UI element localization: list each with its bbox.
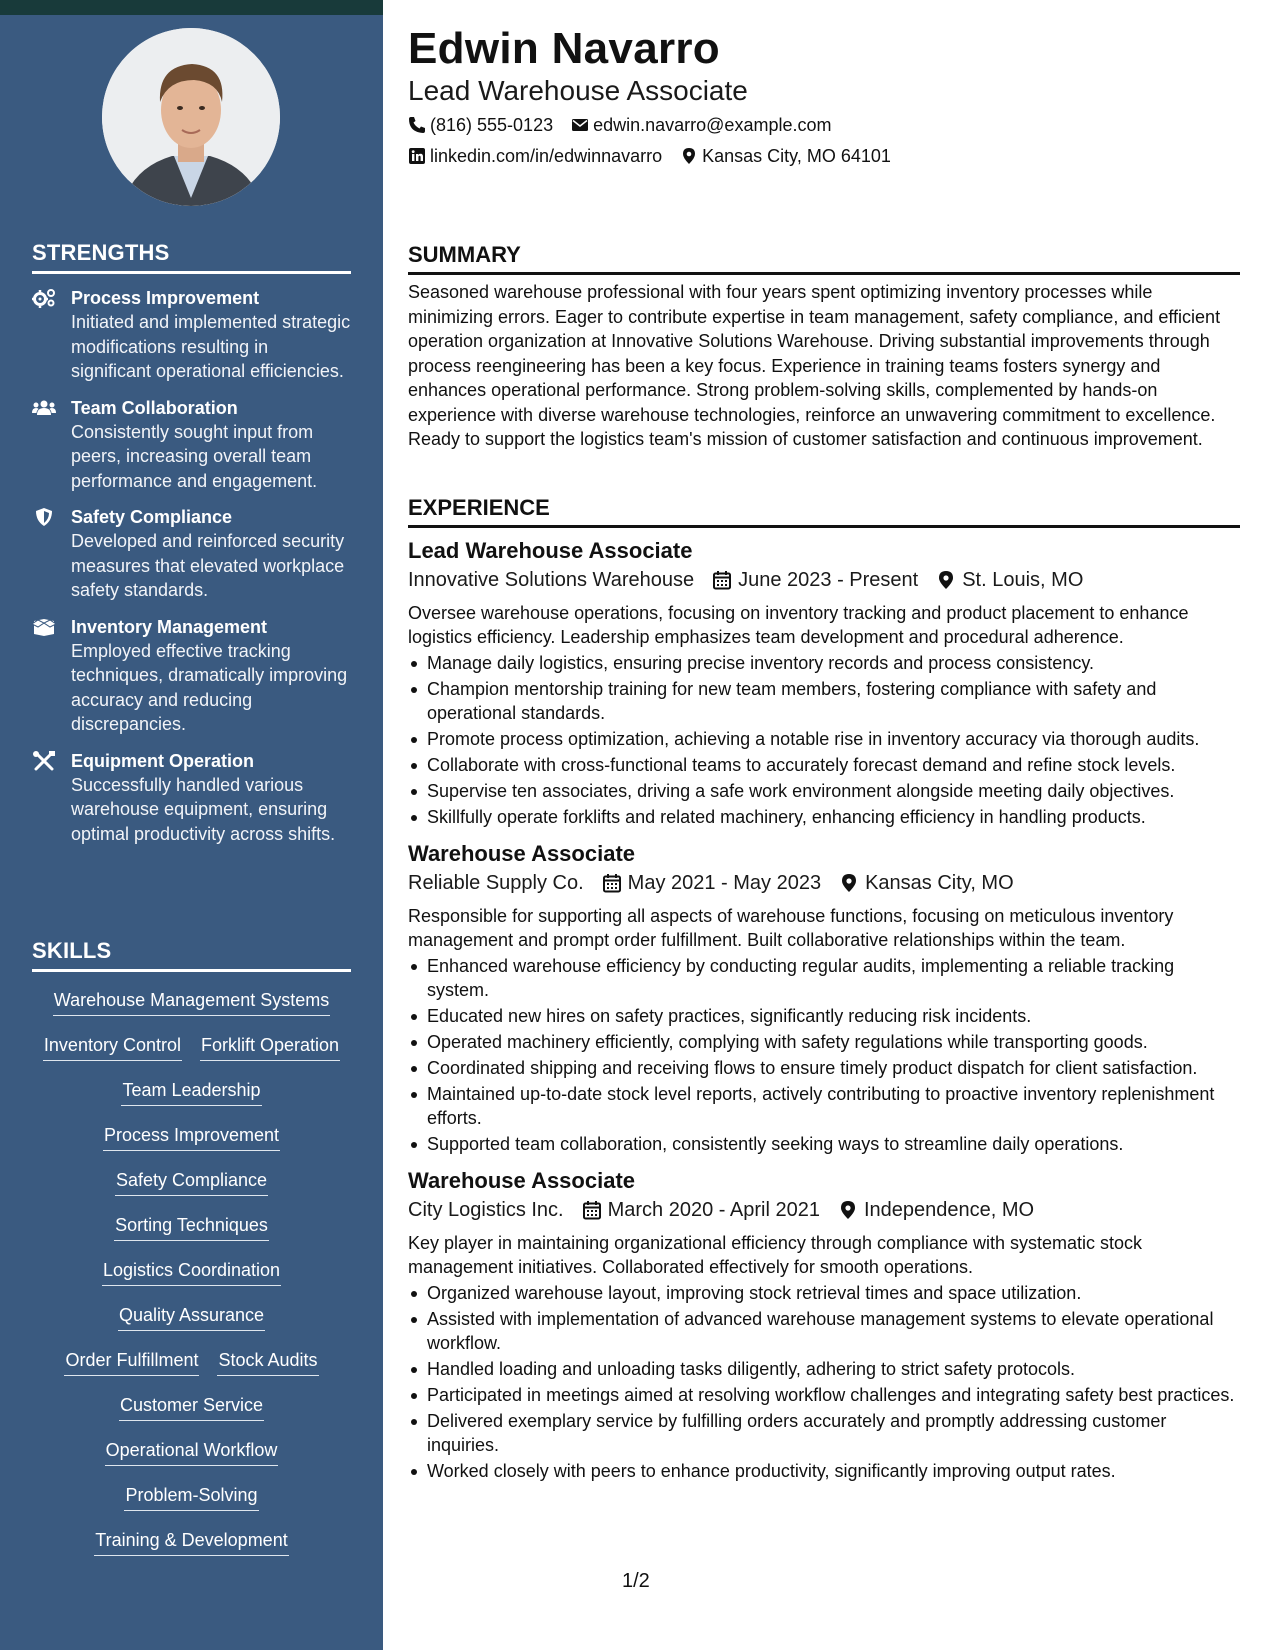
map-pin-icon bbox=[838, 1200, 858, 1220]
strength-title: Safety Compliance bbox=[71, 507, 233, 527]
envelope-icon bbox=[571, 116, 589, 134]
job-company: Reliable Supply Co. bbox=[408, 872, 584, 894]
list-item: Organized warehouse layout, improving stock retrieval times and space utilization. bbox=[408, 1281, 1240, 1305]
job-company: City Logistics Inc. bbox=[408, 1199, 564, 1221]
job-location: Kansas City, MO bbox=[865, 872, 1014, 894]
summary-text: Seasoned warehouse professional with four years spent optimizing inventory processes while minimizing errors. Eager to contribute expertise in team management, safety compliance, and efficient operation organization at Innovative Solutions Warehouse. Driving substantial improvements through process reengineering has been a key focus. Experience in training teams fosters synergy and enhances operational performance. Strong problem-solving skills, complemented by hands-on experience with diverse warehouse technologies, reinforce an unwavering commitment to excellence. Ready to support the logistics team's mission of customer satisfaction and continuous improvement. bbox=[408, 282, 1221, 449]
skill-tag: Training & Development bbox=[94, 1528, 288, 1556]
job-location: Independence, MO bbox=[863, 1199, 1035, 1221]
page-number: 1/2 bbox=[622, 1570, 650, 1592]
calendar-icon bbox=[582, 1200, 602, 1220]
skill-tag: Customer Service bbox=[119, 1393, 264, 1421]
job-entry bbox=[408, 536, 1240, 829]
list-item: Enhanced warehouse efficiency by conducting regular audits, implementing a reliable tracking system. bbox=[408, 954, 1240, 1002]
map-pin-icon bbox=[680, 147, 698, 165]
list-item: Participated in meetings aimed at resolving workflow challenges and integrating safety best practices. bbox=[408, 1383, 1240, 1407]
sidebar-top-bar bbox=[0, 0, 383, 15]
skill-tag: Operational Workflow bbox=[105, 1438, 279, 1466]
job-entry bbox=[408, 839, 1240, 1156]
skill-tag: Problem-Solving bbox=[124, 1483, 258, 1511]
job-bullets bbox=[408, 1281, 1240, 1483]
job-title: Warehouse Associate bbox=[408, 841, 636, 866]
contact-row-2 bbox=[408, 144, 891, 168]
job-meta bbox=[408, 1195, 1240, 1225]
strengths-section bbox=[32, 240, 351, 846]
calendar-icon bbox=[712, 570, 732, 590]
list-item: Maintained up-to-date stock level reports, actively contributing to proactive inventory replenishment efforts. bbox=[408, 1082, 1240, 1130]
box-open-icon bbox=[32, 617, 56, 637]
list-item: Manage daily logistics, ensuring precise inventory records and process consistency. bbox=[408, 651, 1240, 675]
location-contact bbox=[680, 144, 891, 168]
calendar-icon bbox=[602, 873, 622, 893]
job-description: Key player in maintaining organizational efficiency through compliance with systematic stock management initiatives. Collaborated effectively for smooth operations. bbox=[408, 1233, 1143, 1277]
job-location: St. Louis, MO bbox=[962, 569, 1084, 591]
skill-tag: Inventory Control bbox=[43, 1033, 182, 1061]
list-item: Collaborate with cross-functional teams to accurately forecast demand and refine stock levels. bbox=[408, 753, 1240, 777]
gears-icon bbox=[32, 288, 56, 308]
strength-desc: Developed and reinforced security measures that elevated workplace safety standards. bbox=[71, 531, 345, 600]
users-icon bbox=[32, 398, 56, 418]
job-description: Oversee warehouse operations, focusing on inventory tracking and product placement to enhance logistics efficiency. Leadership emphasizes team development and procedural adherence. bbox=[408, 603, 1189, 647]
strength-title: Team Collaboration bbox=[71, 397, 238, 418]
list-item: Delivered exemplary service by fulfilling orders accurately and promptly addressing customer inquiries. bbox=[408, 1409, 1240, 1457]
skill-tag: Stock Audits bbox=[217, 1348, 318, 1376]
contact-row bbox=[408, 113, 831, 137]
email-contact[interactable] bbox=[571, 113, 831, 137]
avatar bbox=[102, 28, 280, 206]
phone-text: (816) 555-0123 bbox=[430, 115, 554, 135]
candidate-name: Edwin Navarro bbox=[408, 24, 720, 73]
list-item: Educated new hires on safety practices, significantly reducing risk incidents. bbox=[408, 1004, 1240, 1028]
strength-title: Equipment Operation bbox=[71, 750, 255, 771]
linkedin-contact[interactable] bbox=[408, 144, 662, 168]
linkedin-icon bbox=[408, 147, 426, 165]
strength-desc: Initiated and implemented strategic modifications resulting in significant operational efficiencies. bbox=[71, 312, 351, 381]
strength-item bbox=[32, 396, 351, 494]
list-item: Assisted with implementation of advanced warehouse management systems to elevate operational workflow. bbox=[408, 1307, 1240, 1355]
experience-heading: EXPERIENCE bbox=[408, 494, 1240, 528]
strength-item bbox=[32, 286, 351, 384]
skill-tag: Team Leadership bbox=[121, 1078, 261, 1106]
list-item: Handled loading and unloading tasks diligently, adhering to strict safety protocols. bbox=[408, 1357, 1240, 1381]
list-item: Champion mentorship training for new team members, fostering compliance with safety and operational standards. bbox=[408, 677, 1240, 725]
list-item: Operated machinery efficiently, complying with safety regulations while transporting goods. bbox=[408, 1030, 1240, 1054]
job-meta bbox=[408, 868, 1240, 898]
shield-icon bbox=[32, 507, 56, 527]
phone-contact[interactable] bbox=[408, 113, 553, 137]
skill-tag: Quality Assurance bbox=[118, 1303, 265, 1331]
job-description: Responsible for supporting all aspects of warehouse functions, focusing on meticulous inventory management and prompt order fulfillment. Built collaborative relationships within the team. bbox=[408, 906, 1174, 950]
skill-tag: Order Fulfillment bbox=[64, 1348, 199, 1376]
list-item: Skillfully operate forklifts and related machinery, enhancing efficiency in handling products. bbox=[408, 805, 1240, 829]
skill-tag: Forklift Operation bbox=[200, 1033, 340, 1061]
job-bullets bbox=[408, 651, 1240, 829]
list-item: Supervise ten associates, driving a safe work environment alongside meeting daily objectives. bbox=[408, 779, 1240, 803]
skill-tag: Process Improvement bbox=[103, 1123, 280, 1151]
sidebar bbox=[0, 0, 383, 1650]
job-dates: March 2020 - April 2021 bbox=[607, 1199, 820, 1221]
strength-title: Inventory Management bbox=[71, 616, 268, 637]
job-title: Warehouse Associate bbox=[408, 1168, 636, 1193]
experience-section bbox=[408, 494, 1240, 1485]
candidate-role: Lead Warehouse Associate bbox=[408, 75, 748, 106]
phone-icon bbox=[408, 116, 426, 134]
list-item: Supported team collaboration, consistently seeking ways to streamline daily operations. bbox=[408, 1132, 1240, 1156]
strength-title: Process Improvement bbox=[71, 288, 260, 308]
job-entry bbox=[408, 1166, 1240, 1483]
list-item: Worked closely with peers to enhance productivity, significantly improving output rates. bbox=[408, 1459, 1240, 1483]
map-pin-icon bbox=[936, 570, 956, 590]
strength-desc: Consistently sought input from peers, increasing overall team performance and engagement. bbox=[71, 421, 318, 491]
linkedin-text: linkedin.com/in/edwinnavarro bbox=[430, 146, 663, 166]
strength-item bbox=[32, 505, 351, 603]
job-dates: May 2021 - May 2023 bbox=[627, 872, 822, 894]
email-text: edwin.navarro@example.com bbox=[593, 115, 832, 135]
skills-list bbox=[32, 980, 351, 1565]
skill-tag: Logistics Coordination bbox=[102, 1258, 281, 1286]
skills-heading: SKILLS bbox=[32, 938, 351, 972]
job-title: Lead Warehouse Associate bbox=[408, 538, 693, 563]
list-item: Promote process optimization, achieving a notable rise in inventory accuracy via thorough audits. bbox=[408, 727, 1240, 751]
skills-section bbox=[32, 938, 351, 1565]
skill-tag: Sorting Techniques bbox=[114, 1213, 269, 1241]
summary-section bbox=[408, 241, 1240, 452]
strength-item bbox=[32, 615, 351, 737]
job-dates: June 2023 - Present bbox=[738, 569, 919, 591]
strength-item bbox=[32, 749, 351, 847]
map-pin-icon bbox=[839, 873, 859, 893]
list-item: Coordinated shipping and receiving flows to ensure timely product dispatch for client satisfaction. bbox=[408, 1056, 1240, 1080]
location-text: Kansas City, MO 64101 bbox=[702, 146, 891, 166]
strength-desc: Employed effective tracking techniques, dramatically improving accuracy and reducing discrepancies. bbox=[71, 640, 348, 734]
summary-heading: SUMMARY bbox=[408, 241, 1240, 275]
skill-tag: Safety Compliance bbox=[115, 1168, 268, 1196]
job-bullets bbox=[408, 954, 1240, 1156]
job-meta bbox=[408, 565, 1240, 595]
strength-desc: Successfully handled various warehouse equipment, ensuring optimal productivity across shifts. bbox=[71, 774, 336, 844]
tools-icon bbox=[32, 751, 56, 771]
skill-tag: Warehouse Management Systems bbox=[53, 988, 330, 1016]
avatar-portrait bbox=[102, 28, 280, 206]
job-company: Innovative Solutions Warehouse bbox=[408, 569, 695, 591]
strengths-heading: STRENGTHS bbox=[32, 240, 351, 274]
